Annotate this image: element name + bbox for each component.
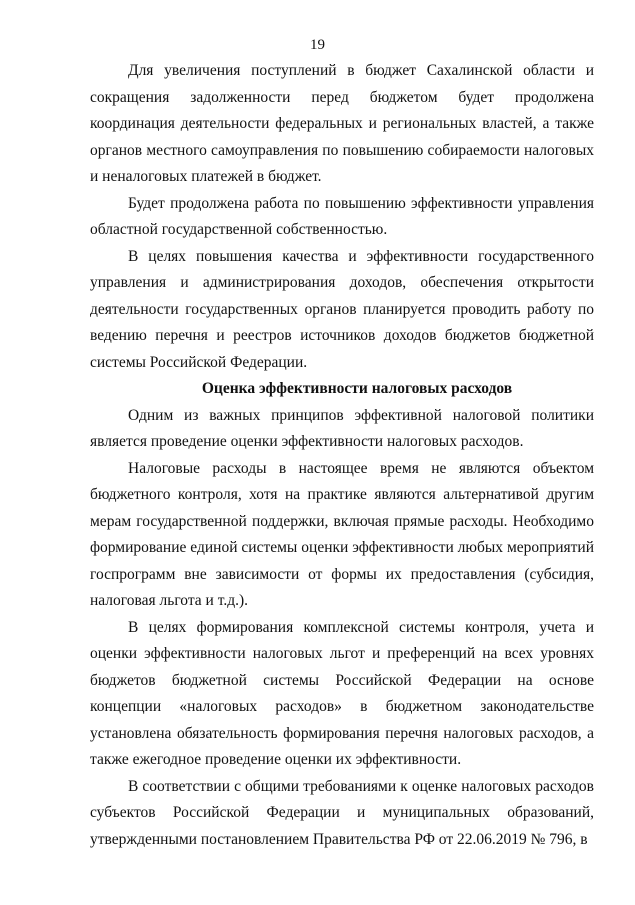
section-heading: Оценка эффективности налоговых расходов — [201, 380, 513, 397]
page-number: 19 — [310, 37, 325, 53]
paragraph-general-requirements: В соответствии с общими требованиями к оценке налоговых расходов субъектов Российской Федерации и муниципальных образований, утвержденными постановлением Правительства РФ от 22.06.2019 № 796, в — [90, 777, 594, 848]
paragraph-tax-policy-principle: Одним из важных принципов эффективной налоговой политики является проведение оценки эффективности налоговых расходов. — [90, 406, 594, 450]
paragraph-tax-expenditures-control: Налоговые расходы в настоящее время не являются объектом бюджетного контроля, хотя на практике являются альтернативой другим мерам государственной поддержки, включая прямые расходы. Необходимо формирование единой системы оценки эффективности любых мероприятий госпрограмм вне зависимости от формы их предоставления (субсидия, налоговая льгота и т.д.). — [90, 459, 594, 609]
paragraph-revenue-coordination: Для увеличения поступлений в бюджет Сахалинской области и сокращения задолженности перед бюджетом будет продолжена координация деятельности федеральных и региональных властей, а также органов местного самоуправления по повышению собираемости налоговых и неналоговых платежей в бюджет. — [90, 62, 594, 185]
document-body — [90, 58, 594, 853]
paragraph-property-management: Будет продолжена работа по повышению эффективности управления областной государственной собственностью. — [90, 194, 594, 238]
paragraph-revenue-administration: В целях повышения качества и эффективности государственного управления и администрирования доходов, обеспечения открытости деятельности государственных органов планируется проводить работу по ведению перечня и реестров источников доходов бюджетов бюджетной системы Российской Федерации. — [90, 247, 594, 371]
paragraph-control-system: В целях формирования комплексной системы контроля, учета и оценки эффективности налоговых льгот и преференций на всех уровнях бюджетов бюджетной системы Российской Федерации на основе концепции «налоговых расходов» в бюджетном законодательстве установлена обязательность формирования перечня налоговых расходов, а также ежегодное проведение оценки их эффективности. — [90, 618, 594, 768]
